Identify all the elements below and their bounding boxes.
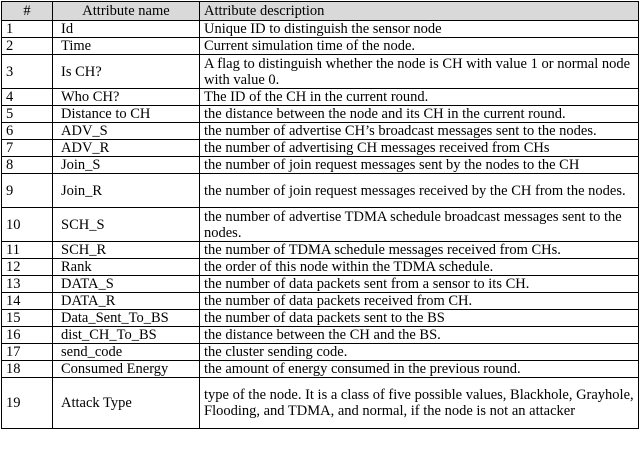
table-header: [2, 2, 639, 21]
row-number: 13: [2, 276, 53, 293]
row-number: 5: [2, 106, 53, 123]
row-number: 8: [2, 157, 53, 174]
row-number: 15: [2, 310, 53, 327]
table-row: [2, 208, 639, 242]
attribute-description: the amount of energy consumed in the previous round.: [200, 361, 639, 378]
table-row: [2, 140, 639, 157]
row-number: 4: [2, 89, 53, 106]
table-row: [2, 293, 639, 310]
table-row: [2, 89, 639, 106]
row-number: 3: [2, 55, 53, 89]
attribute-description: the number of join request messages sent by the nodes to the CH: [200, 157, 639, 174]
attribute-description: the distance between the CH and the BS.: [200, 327, 639, 344]
attribute-description: the cluster sending code.: [200, 344, 639, 361]
attribute-name: DATA_R: [53, 293, 200, 310]
table-row: [2, 55, 639, 89]
row-number: 9: [2, 174, 53, 208]
row-number: 18: [2, 361, 53, 378]
attribute-name: ADV_S: [53, 123, 200, 140]
table-row: [2, 276, 639, 293]
attribute-name: Rank: [53, 259, 200, 276]
table-row: [2, 378, 639, 429]
attribute-table: [1, 1, 639, 429]
header-attribute-description: Attribute description: [200, 2, 639, 21]
attribute-description: the number of data packets received from CH.: [200, 293, 639, 310]
attribute-name: SCH_R: [53, 242, 200, 259]
header-attribute-name: Attribute name: [53, 2, 200, 21]
attribute-description: the number of advertise CH’s broadcast messages sent to the nodes.: [200, 123, 639, 140]
row-number: 2: [2, 38, 53, 55]
table-row: [2, 174, 639, 208]
attribute-name: Who CH?: [53, 89, 200, 106]
attribute-description: A flag to distinguish whether the node is CH with value 1 or normal node with value 0.: [200, 55, 639, 89]
table-row: [2, 123, 639, 140]
table-row: [2, 327, 639, 344]
row-number: 14: [2, 293, 53, 310]
table-row: [2, 310, 639, 327]
attribute-description: the number of join request messages received by the CH from the nodes.: [200, 174, 639, 208]
row-number: 10: [2, 208, 53, 242]
attribute-description: Unique ID to distinguish the sensor node: [200, 21, 639, 38]
attribute-name: SCH_S: [53, 208, 200, 242]
attribute-name: ADV_R: [53, 140, 200, 157]
attribute-name: Id: [53, 21, 200, 38]
attribute-description: the order of this node within the TDMA schedule.: [200, 259, 639, 276]
attribute-name: Time: [53, 38, 200, 55]
table-row: [2, 361, 639, 378]
attribute-name: Distance to CH: [53, 106, 200, 123]
attribute-name: Join_S: [53, 157, 200, 174]
row-number: 12: [2, 259, 53, 276]
attribute-description: The ID of the CH in the current round.: [200, 89, 639, 106]
row-number: 1: [2, 21, 53, 38]
row-number: 17: [2, 344, 53, 361]
attribute-name: Consumed Energy: [53, 361, 200, 378]
row-number: 11: [2, 242, 53, 259]
header-number: #: [2, 2, 53, 21]
attribute-description: the number of data packets sent from a sensor to its CH.: [200, 276, 639, 293]
table-row: [2, 242, 639, 259]
attribute-name: Join_R: [53, 174, 200, 208]
header-row: [2, 2, 639, 21]
attribute-name: Data_Sent_To_BS: [53, 310, 200, 327]
attribute-description: type of the node. It is a class of five possible values, Blackhole, Grayhole, Flooding, and TDMA, and normal, if the node is not an attacker: [200, 378, 639, 429]
attribute-name: send_code: [53, 344, 200, 361]
table-body: [2, 21, 639, 429]
row-number: 7: [2, 140, 53, 157]
attribute-name: Attack Type: [53, 378, 200, 429]
attribute-description: the distance between the node and its CH in the current round.: [200, 106, 639, 123]
attribute-name: Is CH?: [53, 55, 200, 89]
table-row: [2, 344, 639, 361]
row-number: 6: [2, 123, 53, 140]
attribute-name: DATA_S: [53, 276, 200, 293]
attribute-description: the number of TDMA schedule messages received from CHs.: [200, 242, 639, 259]
attribute-description: the number of advertising CH messages received from CHs: [200, 140, 639, 157]
row-number: 19: [2, 378, 53, 429]
attribute-description: the number of data packets sent to the BS: [200, 310, 639, 327]
row-number: 16: [2, 327, 53, 344]
attribute-name: dist_CH_To_BS: [53, 327, 200, 344]
table-row: [2, 21, 639, 38]
attribute-description: the number of advertise TDMA schedule broadcast messages sent to the nodes.: [200, 208, 639, 242]
table-row: [2, 157, 639, 174]
table-row: [2, 38, 639, 55]
attribute-description: Current simulation time of the node.: [200, 38, 639, 55]
table-row: [2, 259, 639, 276]
table-row: [2, 106, 639, 123]
